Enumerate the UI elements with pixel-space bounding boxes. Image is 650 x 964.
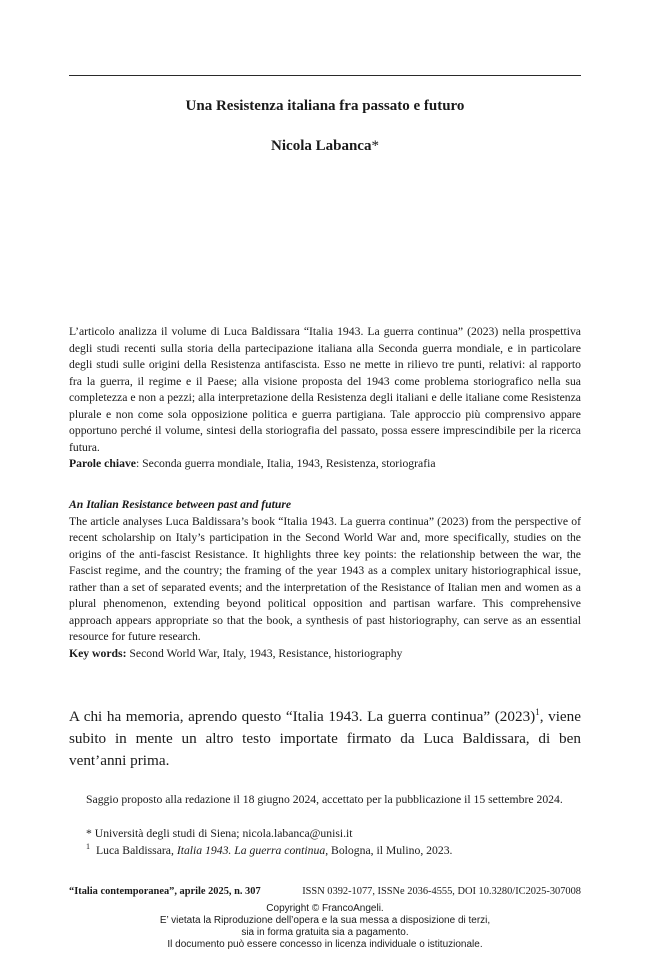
keywords-english-label: Key words: [69,646,127,660]
footnote-1: 1 Luca Baldissara, Italia 1943. La guerra continua, Bologna, il Mulino, 2023. [86,841,453,857]
keywords-italian [69,456,581,473]
copyright-line-1: Copyright © FrancoAngeli. [266,903,384,914]
journal-citation: “Italia contemporanea”, aprile 2025, n. 307 [69,886,261,897]
copyright-line-4: Il documento può essere concesso in licenza individuale o istituzionale. [167,939,483,950]
journal-footer [69,886,581,897]
abstract-italian [69,324,581,473]
footnote-1-end: , Bologna, il Mulino, 2023. [325,843,453,857]
keywords-english-values: Second World War, Italy, 1943, Resistance, historiography [126,646,403,660]
author-line [69,138,581,155]
body-paragraph [69,706,581,772]
article-title: Una Resistenza italiana fra passato e futuro [185,98,465,114]
footnote-1-title: Italia 1943. La guerra continua [176,843,326,857]
abstract-english-title: An Italian Resistance between past and future [69,498,292,511]
abstract-english [69,497,581,662]
abstract-english-text: The article analyses Luca Baldissara’s book “Italia 1943. La guerra continua” (2023) from the perspective of recent scholarship on Italy’s participation in the Second World War and, more specifically, studies on the origins of the anti-fascist Resistance. It highlights three key points: the relationship between the war, the Fascist regime, and the country; the framing of the year 1943 as a complex unitary historiographical issue, rather than a set of separated events; and the interpretation of the Resistance of Italian men and women as a plural phenomenon, extending beyond political opposition and partisan warfare. This comprehensive approach appears appropriate so that the book, a synthesis of past historiography, can serve as an essential resource for future research. [69,514,581,643]
header-rule [69,75,581,76]
copyright-notice [69,903,581,951]
author-affiliation: * Università degli studi di Siena; nicola.labanca@unisi.it [86,827,353,840]
footnote-1-start: Luca Baldissara, [96,843,177,857]
issn-doi: ISSN 0392-1077, ISSNe 2036-4555, DOI 10.3280/IC2025-307008 [302,886,581,897]
footnote-ref-1[interactable]: 1 [535,706,540,717]
keywords-italian-label: Parole chiave [69,457,136,470]
body-text-start: A chi ha memoria, aprendo questo “Italia 1943. La guerra continua” (2023) [69,708,536,725]
submission-note: Saggio proposto alla redazione il 18 giugno 2024, accettato per la pubblicazione il 15 settembre 2024. [86,793,563,806]
author-name: Nicola Labanca [271,138,372,154]
body-text-end: , viene subito in mente un altro testo importate firmato da Luca Baldissara, di ben vent’anni prima. [69,708,581,769]
copyright-line-2: E’ vietata la Riproduzione dell’opera e la sua messa a disposizione di terzi, [159,915,491,926]
copyright-line-3: sia in forma gratuita sia a pagamento. [241,927,409,938]
keywords-english [69,646,581,663]
keywords-italian-values: : Seconda guerra mondiale, Italia, 1943, Resistenza, storiografia [135,457,436,470]
author-footnote-mark: * [371,138,379,154]
footnotes [69,826,581,859]
abstract-italian-text: L’articolo analizza il volume di Luca Baldissara “Italia 1943. La guerra continua” (2023) nella prospettiva degli studi recenti sulla storia della partecipazione italiana alla Seconda guerra mondiale, e in particolare degli studi sulle origini della Resistenza antifascista. Esso ne mette in rilievo tre punti, relativi: al rapporto fra la guerra, il regime e il Paese; alla visione proposta del 1943 come problema storiografico nella sua completezza e non a pezzi; alla interpretazione della Resistenza degli italiani e delle italiane come Resistenza plurale e non come sola opposizione politica e guerra partigiana. Tale approccio più comprensivo appare opportuno perché il volume, sintesi della storiografia del passato, possa essere imprescindibile per la ricerca futura. [69,325,581,454]
